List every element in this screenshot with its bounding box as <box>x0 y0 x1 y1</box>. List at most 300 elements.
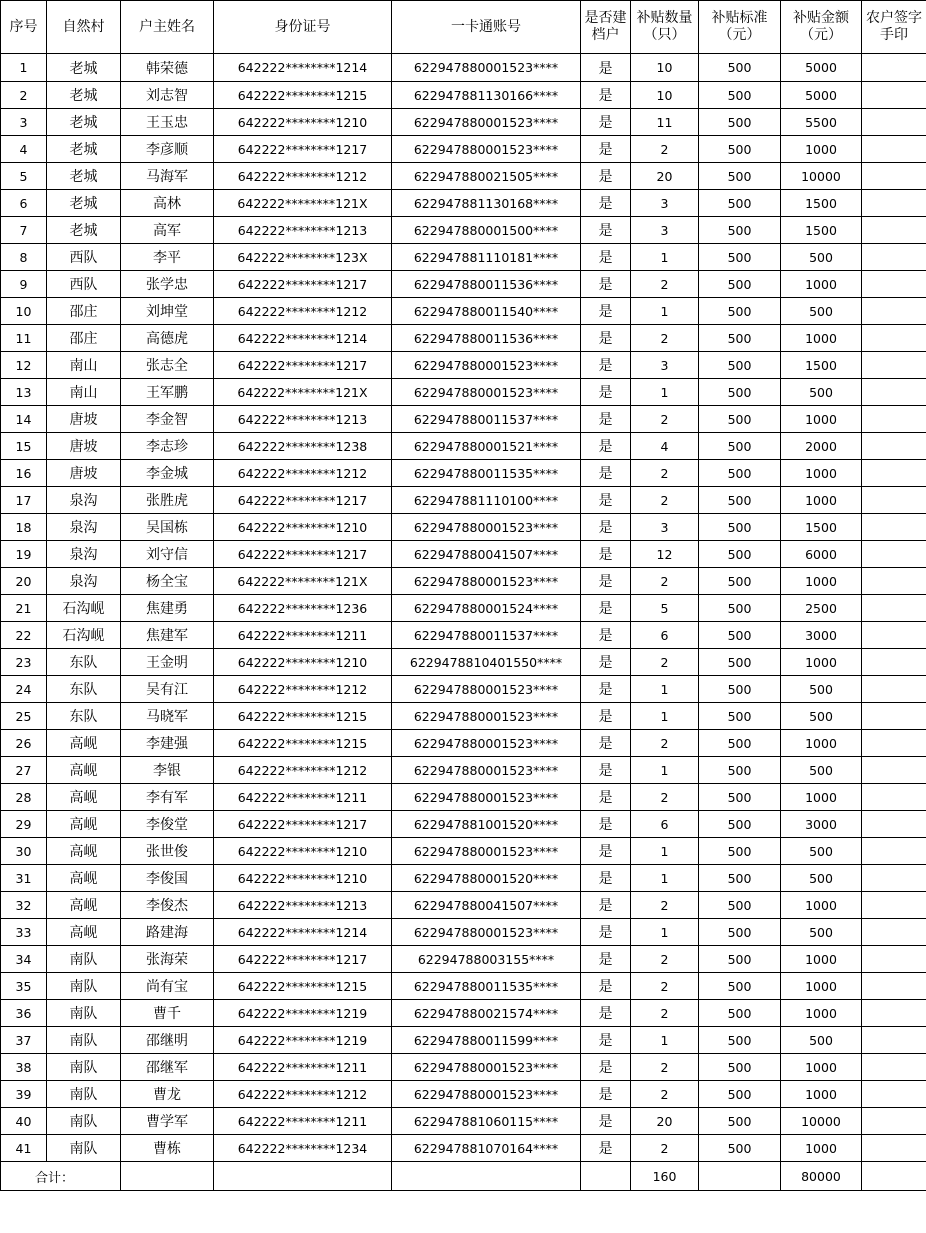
id-cell: 642222********1211 <box>214 622 392 649</box>
archive-cell: 是 <box>581 757 631 784</box>
qty-cell: 1 <box>631 757 699 784</box>
village-cell: 邵庄 <box>47 325 121 352</box>
amount-cell: 500 <box>781 703 862 730</box>
account-cell: 622947880001523**** <box>392 379 581 406</box>
account-cell: 622947880021574**** <box>392 1000 581 1027</box>
amount-cell: 1000 <box>781 1054 862 1081</box>
header-village: 自然村 <box>47 1 121 54</box>
village-cell: 南山 <box>47 352 121 379</box>
archive-cell: 是 <box>581 541 631 568</box>
name-cell: 刘志智 <box>121 82 214 109</box>
account-cell: 622947881110100**** <box>392 487 581 514</box>
account-cell: 622947880011540**** <box>392 298 581 325</box>
village-cell: 老城 <box>47 136 121 163</box>
account-cell: 622947880001523**** <box>392 703 581 730</box>
qty-cell: 2 <box>631 1081 699 1108</box>
village-cell: 高岘 <box>47 757 121 784</box>
sign-cell <box>862 487 926 514</box>
id-cell: 642222********1236 <box>214 595 392 622</box>
archive-cell: 是 <box>581 730 631 757</box>
amount-cell: 1000 <box>781 406 862 433</box>
qty-cell: 11 <box>631 109 699 136</box>
id-cell: 642222********1213 <box>214 892 392 919</box>
qty-cell: 2 <box>631 568 699 595</box>
name-cell: 张海荣 <box>121 946 214 973</box>
qty-cell: 2 <box>631 973 699 1000</box>
id-cell: 642222********1213 <box>214 217 392 244</box>
village-cell: 南队 <box>47 973 121 1000</box>
account-cell: 622947880001523**** <box>392 838 581 865</box>
qty-cell: 2 <box>631 325 699 352</box>
seq-cell: 39 <box>1 1081 47 1108</box>
seq-cell: 40 <box>1 1108 47 1135</box>
id-cell: 642222********123X <box>214 244 392 271</box>
std-cell: 500 <box>699 406 781 433</box>
id-cell: 642222********1217 <box>214 136 392 163</box>
total-label: 合计： <box>1 1162 121 1191</box>
sign-cell <box>862 865 926 892</box>
archive-cell: 是 <box>581 1027 631 1054</box>
archive-cell: 是 <box>581 1081 631 1108</box>
account-cell: 622947881001520**** <box>392 811 581 838</box>
village-cell: 泉沟 <box>47 568 121 595</box>
std-cell: 500 <box>699 1081 781 1108</box>
account-cell: 622947880001523**** <box>392 1054 581 1081</box>
account-cell: 622947880001520**** <box>392 865 581 892</box>
seq-cell: 7 <box>1 217 47 244</box>
archive-cell: 是 <box>581 82 631 109</box>
sign-cell <box>862 1108 926 1135</box>
amount-cell: 1000 <box>781 460 862 487</box>
village-cell: 老城 <box>47 82 121 109</box>
sign-cell <box>862 54 926 82</box>
table-row <box>1 757 926 784</box>
std-cell: 500 <box>699 1027 781 1054</box>
village-cell: 邵庄 <box>47 298 121 325</box>
account-cell: 622947880011599**** <box>392 1027 581 1054</box>
id-cell: 642222********1212 <box>214 757 392 784</box>
account-cell: 622947880001524**** <box>392 595 581 622</box>
archive-cell: 是 <box>581 325 631 352</box>
village-cell: 泉沟 <box>47 487 121 514</box>
amount-cell: 1000 <box>781 784 862 811</box>
amount-cell: 1000 <box>781 1081 862 1108</box>
std-cell: 500 <box>699 460 781 487</box>
seq-cell: 18 <box>1 514 47 541</box>
archive-cell: 是 <box>581 973 631 1000</box>
account-cell: 622947880001523**** <box>392 136 581 163</box>
village-cell: 南队 <box>47 1054 121 1081</box>
account-cell: 622947880041507**** <box>392 892 581 919</box>
qty-cell: 2 <box>631 136 699 163</box>
id-cell: 642222********1215 <box>214 730 392 757</box>
account-cell: 622947880011535**** <box>392 460 581 487</box>
total-amount: 80000 <box>781 1162 862 1191</box>
village-cell: 唐坡 <box>47 460 121 487</box>
sign-cell <box>862 892 926 919</box>
seq-cell: 4 <box>1 136 47 163</box>
total-empty-account <box>392 1162 581 1191</box>
amount-cell: 2500 <box>781 595 862 622</box>
name-cell: 刘守信 <box>121 541 214 568</box>
std-cell: 500 <box>699 136 781 163</box>
std-cell: 500 <box>699 892 781 919</box>
sign-cell <box>862 352 926 379</box>
id-cell: 642222********1214 <box>214 325 392 352</box>
archive-cell: 是 <box>581 244 631 271</box>
archive-cell: 是 <box>581 487 631 514</box>
village-cell: 南队 <box>47 1000 121 1027</box>
amount-cell: 10000 <box>781 163 862 190</box>
name-cell: 杨全宝 <box>121 568 214 595</box>
id-cell: 642222********1215 <box>214 973 392 1000</box>
std-cell: 500 <box>699 325 781 352</box>
name-cell: 李彦顺 <box>121 136 214 163</box>
archive-cell: 是 <box>581 1054 631 1081</box>
table-row <box>1 136 926 163</box>
id-cell: 642222********121X <box>214 190 392 217</box>
account-cell: 622947881130168**** <box>392 190 581 217</box>
qty-cell: 2 <box>631 892 699 919</box>
table-row <box>1 406 926 433</box>
qty-cell: 1 <box>631 919 699 946</box>
table-row <box>1 433 926 460</box>
qty-cell: 6 <box>631 622 699 649</box>
table-row <box>1 54 926 82</box>
account-cell: 622947880001523**** <box>392 352 581 379</box>
amount-cell: 1000 <box>781 892 862 919</box>
qty-cell: 1 <box>631 298 699 325</box>
account-cell: 622947880011535**** <box>392 973 581 1000</box>
amount-cell: 5500 <box>781 109 862 136</box>
name-cell: 焦建军 <box>121 622 214 649</box>
table-row <box>1 1081 926 1108</box>
qty-cell: 1 <box>631 1027 699 1054</box>
sign-cell <box>862 568 926 595</box>
archive-cell: 是 <box>581 595 631 622</box>
name-cell: 高军 <box>121 217 214 244</box>
qty-cell: 2 <box>631 406 699 433</box>
name-cell: 李银 <box>121 757 214 784</box>
amount-cell: 1500 <box>781 514 862 541</box>
header-sign: 农户签字手印 <box>862 1 926 54</box>
header-seq: 序号 <box>1 1 47 54</box>
table-row <box>1 838 926 865</box>
amount-cell: 500 <box>781 919 862 946</box>
std-cell: 500 <box>699 298 781 325</box>
qty-cell: 1 <box>631 676 699 703</box>
qty-cell: 1 <box>631 865 699 892</box>
qty-cell: 2 <box>631 1135 699 1162</box>
village-cell: 泉沟 <box>47 541 121 568</box>
archive-cell: 是 <box>581 136 631 163</box>
amount-cell: 1000 <box>781 136 862 163</box>
sign-cell <box>862 82 926 109</box>
amount-cell: 500 <box>781 244 862 271</box>
qty-cell: 2 <box>631 946 699 973</box>
account-cell: 622947880001523**** <box>392 1081 581 1108</box>
qty-cell: 20 <box>631 1108 699 1135</box>
table-row <box>1 1108 926 1135</box>
total-empty-sign <box>862 1162 926 1191</box>
seq-cell: 13 <box>1 379 47 406</box>
seq-cell: 22 <box>1 622 47 649</box>
seq-cell: 12 <box>1 352 47 379</box>
sign-cell <box>862 541 926 568</box>
qty-cell: 1 <box>631 703 699 730</box>
table-row <box>1 352 926 379</box>
amount-cell: 1000 <box>781 487 862 514</box>
table-row <box>1 892 926 919</box>
village-cell: 东队 <box>47 676 121 703</box>
header-qty: 补贴数量（只） <box>631 1 699 54</box>
table-row <box>1 811 926 838</box>
id-cell: 642222********1217 <box>214 811 392 838</box>
amount-cell: 3000 <box>781 622 862 649</box>
account-cell: 622947880001523**** <box>392 676 581 703</box>
id-cell: 642222********121X <box>214 568 392 595</box>
std-cell: 500 <box>699 676 781 703</box>
name-cell: 邵继明 <box>121 1027 214 1054</box>
account-cell: 622947881060115**** <box>392 1108 581 1135</box>
qty-cell: 1 <box>631 838 699 865</box>
std-cell: 500 <box>699 163 781 190</box>
table-row <box>1 298 926 325</box>
std-cell: 500 <box>699 1000 781 1027</box>
total-row <box>1 1162 926 1191</box>
std-cell: 500 <box>699 703 781 730</box>
account-cell: 622947880001523**** <box>392 568 581 595</box>
name-cell: 李金智 <box>121 406 214 433</box>
std-cell: 500 <box>699 568 781 595</box>
qty-cell: 1 <box>631 244 699 271</box>
name-cell: 李建强 <box>121 730 214 757</box>
std-cell: 500 <box>699 217 781 244</box>
id-cell: 642222********1219 <box>214 1027 392 1054</box>
table-row <box>1 325 926 352</box>
table-row <box>1 1027 926 1054</box>
qty-cell: 3 <box>631 190 699 217</box>
seq-cell: 30 <box>1 838 47 865</box>
sign-cell <box>862 325 926 352</box>
seq-cell: 5 <box>1 163 47 190</box>
seq-cell: 29 <box>1 811 47 838</box>
id-cell: 642222********1211 <box>214 784 392 811</box>
archive-cell: 是 <box>581 892 631 919</box>
amount-cell: 10000 <box>781 1108 862 1135</box>
seq-cell: 9 <box>1 271 47 298</box>
sign-cell <box>862 1081 926 1108</box>
id-cell: 642222********121X <box>214 379 392 406</box>
amount-cell: 6000 <box>781 541 862 568</box>
table-row <box>1 460 926 487</box>
village-cell: 高岘 <box>47 838 121 865</box>
name-cell: 路建海 <box>121 919 214 946</box>
std-cell: 500 <box>699 1135 781 1162</box>
qty-cell: 6 <box>631 811 699 838</box>
sign-cell <box>862 676 926 703</box>
archive-cell: 是 <box>581 54 631 82</box>
seq-cell: 31 <box>1 865 47 892</box>
name-cell: 张学忠 <box>121 271 214 298</box>
name-cell: 刘坤堂 <box>121 298 214 325</box>
amount-cell: 1500 <box>781 352 862 379</box>
id-cell: 642222********1215 <box>214 82 392 109</box>
std-cell: 500 <box>699 838 781 865</box>
id-cell: 642222********1210 <box>214 865 392 892</box>
id-cell: 642222********1219 <box>214 1000 392 1027</box>
account-cell: 622947880001523**** <box>392 919 581 946</box>
table-row <box>1 379 926 406</box>
village-cell: 老城 <box>47 190 121 217</box>
qty-cell: 2 <box>631 784 699 811</box>
std-cell: 500 <box>699 487 781 514</box>
sign-cell <box>862 244 926 271</box>
amount-cell: 5000 <box>781 82 862 109</box>
sign-cell <box>862 271 926 298</box>
amount-cell: 500 <box>781 298 862 325</box>
archive-cell: 是 <box>581 784 631 811</box>
account-cell: 622947880001523**** <box>392 514 581 541</box>
archive-cell: 是 <box>581 271 631 298</box>
sign-cell <box>862 838 926 865</box>
sign-cell <box>862 433 926 460</box>
village-cell: 唐坡 <box>47 433 121 460</box>
qty-cell: 3 <box>631 514 699 541</box>
name-cell: 李平 <box>121 244 214 271</box>
village-cell: 泉沟 <box>47 514 121 541</box>
village-cell: 老城 <box>47 54 121 82</box>
std-cell: 500 <box>699 919 781 946</box>
table-row <box>1 946 926 973</box>
qty-cell: 5 <box>631 595 699 622</box>
std-cell: 500 <box>699 541 781 568</box>
amount-cell: 3000 <box>781 811 862 838</box>
total-qty: 160 <box>631 1162 699 1191</box>
archive-cell: 是 <box>581 649 631 676</box>
sign-cell <box>862 190 926 217</box>
header-std: 补贴标准（元） <box>699 1 781 54</box>
id-cell: 642222********1212 <box>214 676 392 703</box>
id-cell: 642222********1214 <box>214 919 392 946</box>
village-cell: 西队 <box>47 244 121 271</box>
village-cell: 唐坡 <box>47 406 121 433</box>
village-cell: 南山 <box>47 379 121 406</box>
table-row <box>1 973 926 1000</box>
id-cell: 642222********1215 <box>214 703 392 730</box>
sign-cell <box>862 1135 926 1162</box>
account-cell: 622947880011537**** <box>392 622 581 649</box>
sign-cell <box>862 217 926 244</box>
village-cell: 南队 <box>47 1108 121 1135</box>
qty-cell: 2 <box>631 1054 699 1081</box>
table-row <box>1 730 926 757</box>
std-cell: 500 <box>699 730 781 757</box>
amount-cell: 500 <box>781 1027 862 1054</box>
id-cell: 642222********1238 <box>214 433 392 460</box>
account-cell: 622947880001523**** <box>392 784 581 811</box>
seq-cell: 26 <box>1 730 47 757</box>
table-row <box>1 1135 926 1162</box>
account-cell: 622947880021505**** <box>392 163 581 190</box>
account-cell: 622947880001523**** <box>392 730 581 757</box>
std-cell: 500 <box>699 109 781 136</box>
table-row <box>1 1000 926 1027</box>
id-cell: 642222********1210 <box>214 838 392 865</box>
std-cell: 500 <box>699 757 781 784</box>
seq-cell: 15 <box>1 433 47 460</box>
id-cell: 642222********1210 <box>214 649 392 676</box>
name-cell: 曹千 <box>121 1000 214 1027</box>
archive-cell: 是 <box>581 946 631 973</box>
sign-cell <box>862 460 926 487</box>
std-cell: 500 <box>699 271 781 298</box>
name-cell: 李志珍 <box>121 433 214 460</box>
table-row <box>1 568 926 595</box>
archive-cell: 是 <box>581 1135 631 1162</box>
amount-cell: 500 <box>781 757 862 784</box>
village-cell: 南队 <box>47 1027 121 1054</box>
village-cell: 老城 <box>47 109 121 136</box>
id-cell: 642222********1217 <box>214 487 392 514</box>
table-row <box>1 622 926 649</box>
std-cell: 500 <box>699 82 781 109</box>
table-row <box>1 244 926 271</box>
account-cell: 622947881110181**** <box>392 244 581 271</box>
archive-cell: 是 <box>581 919 631 946</box>
amount-cell: 1000 <box>781 1000 862 1027</box>
table-row <box>1 487 926 514</box>
std-cell: 500 <box>699 244 781 271</box>
village-cell: 南队 <box>47 1135 121 1162</box>
archive-cell: 是 <box>581 622 631 649</box>
name-cell: 李金城 <box>121 460 214 487</box>
archive-cell: 是 <box>581 811 631 838</box>
amount-cell: 1000 <box>781 649 862 676</box>
header-amount: 补贴金额（元） <box>781 1 862 54</box>
archive-cell: 是 <box>581 514 631 541</box>
name-cell: 高林 <box>121 190 214 217</box>
archive-cell: 是 <box>581 406 631 433</box>
table-row <box>1 1054 926 1081</box>
sign-cell <box>862 379 926 406</box>
name-cell: 尚有宝 <box>121 973 214 1000</box>
std-cell: 500 <box>699 379 781 406</box>
table-row <box>1 649 926 676</box>
account-cell: 622947880001521**** <box>392 433 581 460</box>
seq-cell: 20 <box>1 568 47 595</box>
amount-cell: 1500 <box>781 217 862 244</box>
table-row <box>1 784 926 811</box>
village-cell: 南队 <box>47 1081 121 1108</box>
header-archive: 是否建档户 <box>581 1 631 54</box>
std-cell: 500 <box>699 595 781 622</box>
id-cell: 642222********1211 <box>214 1054 392 1081</box>
amount-cell: 1000 <box>781 325 862 352</box>
qty-cell: 2 <box>631 730 699 757</box>
archive-cell: 是 <box>581 676 631 703</box>
id-cell: 642222********1217 <box>214 946 392 973</box>
name-cell: 王玉忠 <box>121 109 214 136</box>
account-cell: 622947881070164**** <box>392 1135 581 1162</box>
sign-cell <box>862 649 926 676</box>
sign-cell <box>862 784 926 811</box>
table-row <box>1 595 926 622</box>
archive-cell: 是 <box>581 352 631 379</box>
village-cell: 南队 <box>47 946 121 973</box>
village-cell: 高岘 <box>47 865 121 892</box>
village-cell: 石沟岘 <box>47 595 121 622</box>
